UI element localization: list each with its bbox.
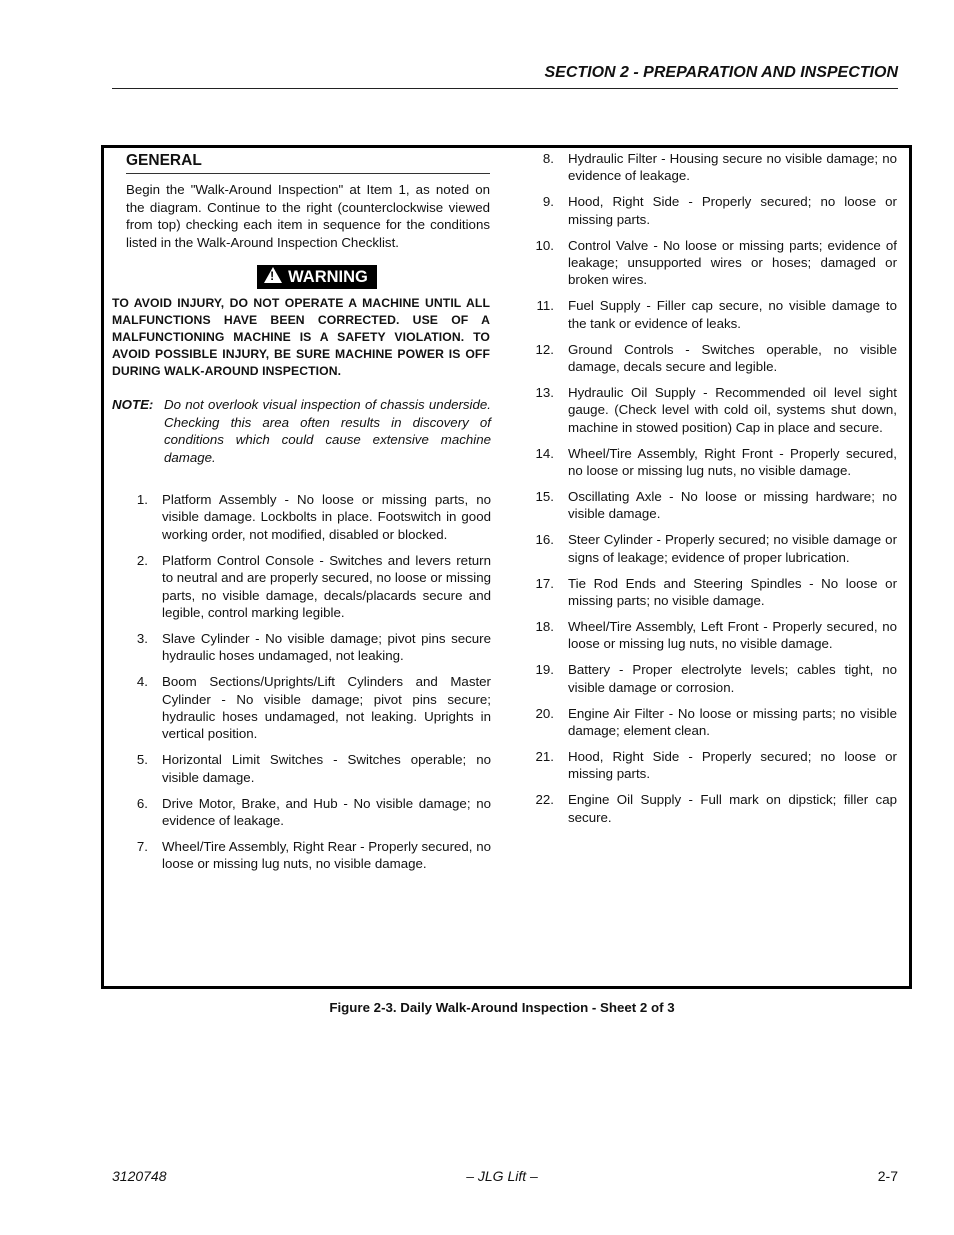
item-number: 12. bbox=[535, 341, 554, 357]
item-text: Hood, Right Side - Properly secured; no loose or missing parts. bbox=[568, 194, 897, 227]
checklist-left bbox=[112, 491, 492, 873]
item-text: Wheel/Tire Assembly, Right Front - Properly secured, no loose or missing lug nuts, no visible damage. bbox=[568, 445, 897, 479]
item-text: Tie Rod Ends and Steering Spindles - No loose or missing parts; no visible damage. bbox=[568, 575, 897, 609]
item-number: 16. bbox=[535, 532, 554, 548]
warning-triangle-icon: ! bbox=[264, 267, 282, 283]
checklist-item bbox=[530, 705, 897, 740]
checklist-item bbox=[112, 630, 492, 665]
item-text: Platform Assembly - No loose or missing parts, no visible damage. Lockbolts in place. Footswitch in good working order, not modified, disabled or blocked. bbox=[162, 492, 491, 542]
item-number: 4. bbox=[136, 674, 148, 690]
checklist-item bbox=[530, 791, 897, 826]
checklist-item bbox=[530, 748, 897, 783]
checklist-item bbox=[112, 751, 492, 786]
checklist-item bbox=[530, 661, 897, 696]
checklist-item bbox=[530, 150, 897, 185]
checklist-item bbox=[530, 445, 897, 480]
figure-caption: Figure 2-3. Daily Walk-Around Inspection - Sheet 2 of 3 bbox=[329, 1000, 675, 1015]
item-number: 13. bbox=[535, 384, 554, 400]
item-number: 10. bbox=[535, 237, 554, 253]
warning-label: WARNING bbox=[288, 268, 368, 286]
item-text: Wheel/Tire Assembly, Left Front - Properly secured, no loose or missing lug nuts, no visible damage. bbox=[568, 618, 897, 652]
item-text: Hydraulic Filter - Housing secure no visible damage; no evidence of leakage. bbox=[568, 151, 897, 184]
checklist-right bbox=[530, 150, 897, 826]
item-text: Hood, Right Side - Properly secured; no loose or missing parts. bbox=[568, 748, 897, 782]
footer-brand: – JLG Lift – bbox=[466, 1168, 538, 1184]
checklist-item bbox=[530, 531, 897, 566]
item-number: 9. bbox=[542, 194, 554, 210]
item-text: Boom Sections/Uprights/Lift Cylinders and Master Cylinder - No visible damage; pivot pins secure; hydraulic hoses undamaged, not leaking. Uprights in vertical position. bbox=[162, 674, 491, 742]
item-number: 20. bbox=[535, 705, 554, 721]
item-number: 11. bbox=[536, 298, 554, 314]
checklist-item bbox=[530, 341, 897, 376]
item-text: Fuel Supply - Filler cap secure, no visible damage to the tank or evidence of leaks. bbox=[568, 298, 897, 331]
item-text: Slave Cylinder - No visible damage; pivot pins secure hydraulic hoses undamaged, not leaking. bbox=[162, 630, 491, 664]
item-number: 8. bbox=[542, 151, 554, 166]
item-text: Wheel/Tire Assembly, Right Rear - Properly secured, no loose or missing lug nuts, no visible damage. bbox=[162, 838, 491, 872]
checklist-item bbox=[530, 618, 897, 653]
left-column bbox=[112, 152, 492, 881]
item-number: 1. bbox=[136, 492, 148, 507]
item-number: 14. bbox=[535, 445, 554, 461]
doc-number: 3120748 bbox=[112, 1168, 167, 1184]
header-rule bbox=[112, 88, 898, 89]
checklist-item bbox=[530, 384, 897, 436]
checklist-item bbox=[112, 795, 492, 830]
warning-text: TO AVOID INJURY, DO NOT OPERATE A MACHINE UNTIL ALL MALFUNCTIONS HAVE BEEN CORRECTED. USE OF A MALFUNCTIONING MACHINE IS A SAFETY VIOLATION. TO AVOID POSSIBLE INJURY, BE SURE MACHINE POWER IS OFF DURING WALK-AROUND INSPECTION. bbox=[112, 296, 490, 378]
item-number: 15. bbox=[535, 489, 554, 504]
item-number: 6. bbox=[136, 795, 148, 811]
item-text: Platform Control Console - Switches and levers return to neutral and are properly secured, no loose or missing parts, no visible damage, decals/placards secure and legible, control marking legible. bbox=[162, 552, 491, 620]
item-number: 2. bbox=[136, 552, 148, 568]
general-heading: GENERAL bbox=[126, 152, 490, 174]
note-label: NOTE: bbox=[112, 397, 154, 412]
item-text: Control Valve - No loose or missing parts; evidence of leakage; unsupported wires or hoses; damaged or broken wires. bbox=[568, 237, 897, 288]
checklist-item bbox=[530, 488, 897, 523]
item-number: 3. bbox=[136, 630, 148, 646]
checklist-item bbox=[112, 673, 492, 743]
item-text: Horizontal Limit Switches - Switches operable; no visible damage. bbox=[162, 752, 491, 785]
item-text: Ground Controls - Switches operable, no visible damage, decals secure and legible. bbox=[568, 341, 897, 375]
page-number: 2-7 bbox=[877, 1168, 898, 1184]
checklist-item bbox=[530, 193, 897, 228]
item-number: 21. bbox=[535, 748, 554, 764]
item-text: Oscillating Axle - No loose or missing hardware; no visible damage. bbox=[568, 489, 897, 522]
right-column bbox=[530, 150, 897, 835]
item-number: 17. bbox=[535, 575, 554, 591]
warning-badge bbox=[257, 265, 377, 289]
item-text: Engine Oil Supply - Full mark on dipstick; filler cap secure. bbox=[568, 792, 897, 825]
note-text: Do not overlook visual inspection of chassis underside. Checking this area often results in discovery of conditions which could cause extensive machine damage. bbox=[164, 397, 491, 465]
item-number: 5. bbox=[136, 752, 148, 768]
item-number: 22. bbox=[535, 792, 554, 808]
checklist-item bbox=[530, 237, 897, 289]
checklist-item bbox=[112, 552, 492, 622]
item-text: Hydraulic Oil Supply - Recommended oil level sight gauge. (Check level with cold oil, systems shut down, machine in stowed position) Cap in place and secure. bbox=[568, 384, 897, 435]
item-number: 19. bbox=[535, 662, 554, 678]
item-text: Steer Cylinder - Properly secured; no visible damage or signs of leakage; evidence of proper lubrication. bbox=[568, 532, 897, 565]
item-text: Drive Motor, Brake, and Hub - No visible damage; no evidence of leakage. bbox=[162, 795, 491, 828]
item-text: Engine Air Filter - No loose or missing parts; no visible damage; element clean. bbox=[568, 705, 897, 738]
checklist-item bbox=[530, 575, 897, 610]
checklist-item bbox=[112, 491, 492, 543]
section-title: SECTION 2 - PREPARATION AND INSPECTION bbox=[544, 64, 898, 81]
item-number: 7. bbox=[136, 838, 148, 854]
checklist-item bbox=[112, 838, 492, 873]
note-block bbox=[112, 396, 492, 466]
warning-header bbox=[142, 265, 492, 289]
general-paragraph: Begin the "Walk-Around Inspection" at Item 1, as noted on the diagram. Continue to the right (counterclockwise viewed from top) checking each item in sequence for the conditions listed in the Walk-Around Inspection Checklist. bbox=[126, 182, 490, 250]
item-number: 18. bbox=[535, 618, 554, 634]
item-text: Battery - Proper electrolyte levels; cables tight, no visible damage or corrosion. bbox=[568, 662, 897, 695]
checklist-item bbox=[530, 297, 897, 332]
